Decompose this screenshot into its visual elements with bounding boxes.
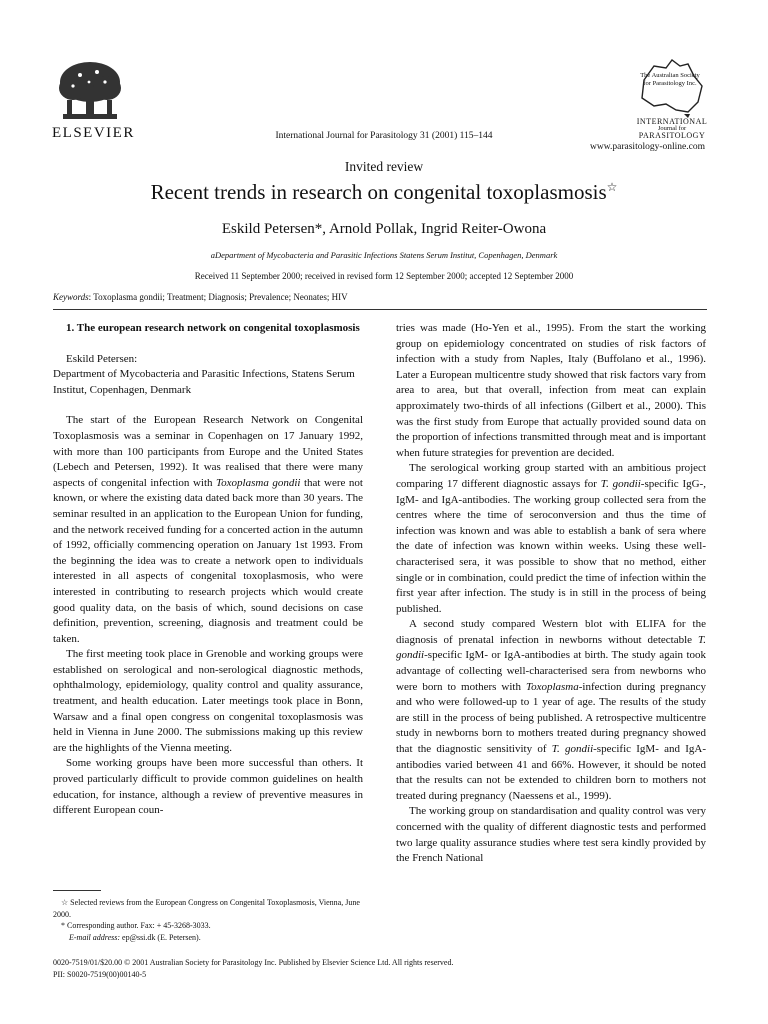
journal-citation: International Journal for Parasitology 31 (2001) 115–144 bbox=[275, 131, 493, 141]
address-name: Eskild Petersen: bbox=[66, 352, 138, 365]
keywords-list: Toxoplasma gondii; Treatment; Diagnosis; Prevalence; Neonates; HIV bbox=[93, 292, 348, 302]
italic-term: T. gondii bbox=[396, 633, 706, 662]
footnotes bbox=[53, 897, 365, 943]
paragraph bbox=[396, 461, 706, 617]
footnote-email bbox=[53, 932, 365, 944]
article-title-text: Recent trends in research on congenital toxoplasmosis bbox=[150, 180, 607, 204]
text-run: -specific IgM- or IgA-antibodies at birth. The study again took advantage of collecting well-characterised sera from newborns who were born to mothers with bbox=[396, 649, 706, 693]
society-map-logo bbox=[636, 58, 706, 118]
paragraph: Some working groups have been more successful than others. It proved particularly difficult to provide common guidelines on health education, for instance, although a review of preventive measures in different European coun- bbox=[53, 757, 363, 817]
footnote-corresponding: * Corresponding author. Fax: + 45-3268-3033. bbox=[61, 921, 211, 931]
paragraph bbox=[53, 413, 363, 647]
paragraph bbox=[396, 617, 706, 804]
italic-term: Toxoplasma bbox=[525, 680, 579, 693]
journal-logo-line2: Journal for bbox=[657, 125, 687, 132]
affiliation: aDepartment of Mycobacteria and Parasitic Infections Statens Serum Institut, Copenhagen, Denmark bbox=[210, 250, 558, 260]
journal-logo-line3: PARASITOLOGY bbox=[638, 131, 706, 140]
text-run: -specific IgM- and IgA-antibodies varied between 41 and 66%. However, it should be noted that the results can not be extended to children born to mothers not treated during pregnancy (Naessens et al., 1999). bbox=[396, 743, 706, 802]
article-title bbox=[0, 180, 768, 205]
text-run: A second study compared Western blot with ELIFA for the diagnosis of prenatal infection in newborns without detectable bbox=[396, 618, 706, 646]
text-run: -infection during pregnancy and who were followed-up to 1 year of age. The results of the study are still in the process of being published. A retrospective multicentre study in newborns born to mothers treated during pregnancy showed that the diagnostic sensitivity of bbox=[396, 680, 706, 756]
received-dates: Received 11 September 2000; received in revised form 12 September 2000; accepted 12 September 2000 bbox=[194, 271, 574, 281]
author-list: Eskild Petersen*, Arnold Pollak, Ingrid Reiter-Owona bbox=[221, 221, 547, 237]
text-run: The start of the European Research Network on Congenital Toxoplasmosis was a seminar in Copenhagen on 17 January 1992, with more than 100 participants from Europe and the United States (Lebech and Petersen, 1992). It was realised that there were many aspects of congenital infection with bbox=[53, 414, 363, 489]
italic-term: T. gondii bbox=[551, 743, 594, 756]
author-address bbox=[53, 352, 363, 399]
paragraph: The first meeting took place in Grenoble and working groups were established on serological and non-serological diagnostic methods, ophthalmology, epidemiology, quality control and quality assurance, treatment, and health education. Later meetings took place in Bonn, Warsaw and a final open congress on congenital toxoplasmosis was held in Vienna in June 2000. The submissions making up this review are the highlights of the Vienna meeting. bbox=[53, 648, 363, 754]
article-type: Invited review bbox=[344, 159, 424, 174]
pii-line: PII: S0020-7519(00)00140-5 bbox=[53, 969, 147, 979]
journal-logo bbox=[636, 118, 708, 139]
footnote-review: ☆ Selected reviews from the European Congress on Congenital Toxoplasmosis, Vienna, June 2000. bbox=[53, 898, 360, 919]
header-divider bbox=[53, 309, 707, 310]
section-heading: 1. The european research network on congenital toxoplasmosis bbox=[66, 322, 360, 334]
text-run: The serological working group started with an ambitious project comparing 17 different diagnostic assays for bbox=[396, 462, 706, 490]
paragraph: The working group on standardisation and quality control was very concerned with the quality of different diagnostic tests and performed two large quality assurance studies where test sera kindly provided by the French National bbox=[396, 805, 706, 865]
email-value[interactable]: ep@ssi.dk (E. Petersen). bbox=[120, 932, 201, 942]
italic-term: T. gondii bbox=[600, 477, 641, 490]
title-footnote-mark[interactable]: ☆ bbox=[606, 180, 618, 194]
italic-term: Toxoplasma gondii bbox=[216, 476, 301, 489]
keywords: Keywords: Toxoplasma gondii; Treatment; Diagnosis; Prevalence; Neonates; HIV bbox=[53, 292, 348, 302]
journal-website-link[interactable]: www.parasitology-online.com bbox=[590, 142, 705, 152]
copyright-line: 0020-7519/01/$20.00 © 2001 Australian Society for Parasitology Inc. Published by Elsevier Science Ltd. All rights reserved. bbox=[53, 958, 454, 967]
address-line: Department of Mycobacteria and Parasitic Infections, Statens Serum Institut, Copenhagen, Denmark bbox=[53, 368, 355, 396]
text-run: -specific IgG-, IgM- and IgA-antibodies. The working group collected sera from the centres where the time of seroconversion and thus the time of infection was known and was able to establish a bank of sera where the date of infection was known within weeks. Using these well-characterised sera, it was possible to show that no method, either single or in combination, could predict the time of infection within the first year after infection. The study is in still in the process of being published. bbox=[396, 477, 707, 615]
journal-logo-line1: INTERNATIONAL bbox=[636, 117, 708, 126]
society-logo-text: The Australian Society for Parasitology Inc. bbox=[640, 72, 700, 87]
copyright-block bbox=[53, 957, 703, 980]
left-column bbox=[53, 321, 363, 819]
right-column bbox=[396, 321, 706, 867]
footnote-divider bbox=[53, 890, 101, 891]
paragraph: tries was made (Ho-Yen et al., 1995). From the start the working group on epidemiology concentrated on studies of risk factors of infection with a study from Naples, Italy (Buffolano et al., 1996). Later a European multicentre study showed that risk factors vary from area to area, but that overall, infection from meat can explain approximately two-thirds of all infections (Gilbert et al., 2000). This was the first study from Europe that actually provided sound data on the proportion of infections transmitted through meat and is important when future strategies for prevention are decided. bbox=[396, 322, 706, 459]
elsevier-tree-logo bbox=[55, 60, 125, 124]
email-label: E-mail address: bbox=[69, 932, 121, 942]
text-run: that were not known, or where the existing data dated back more than 30 years. The seminar resulted in an application to the European Union for funding, and the network received funding for a concerted action in the autumn of 1992, officially commencing operation on January 1st 1993. From the beginning the idea was to create a network open to individuals interested in all aspects of congenital toxoplasmosis, who were interested in contributing to research projects which would create good quality data, on the basis of which, sound decisions on case definition, prevention, screening, diagnosis and treatment could be taken. bbox=[53, 476, 363, 645]
keywords-label: Keywords bbox=[53, 292, 89, 302]
publisher-name: ELSEVIER bbox=[52, 125, 135, 141]
